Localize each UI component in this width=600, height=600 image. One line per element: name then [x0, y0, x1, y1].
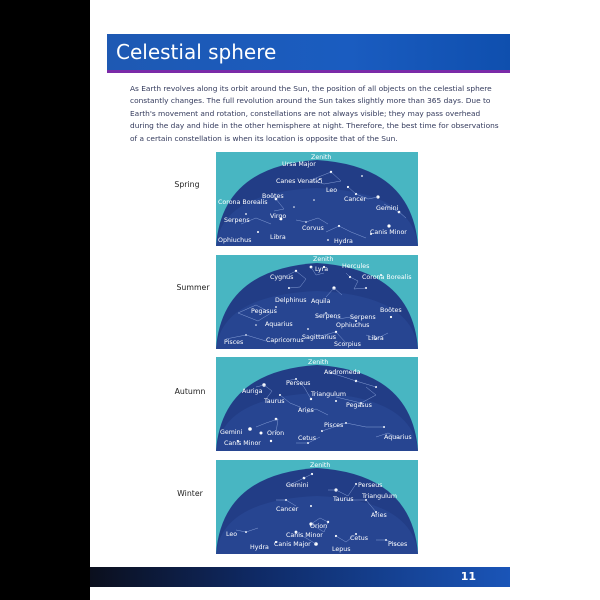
- map-label: Canis Minor: [370, 229, 407, 236]
- map-label: Hydra: [250, 544, 269, 551]
- sky-map-summer-svg: [216, 255, 418, 349]
- sky-map-winter-svg: [216, 460, 418, 554]
- map-label: Canis Minor: [224, 440, 261, 447]
- map-label: Cetus: [350, 535, 369, 542]
- map-label: Aries: [371, 512, 387, 519]
- map-label: Aquila: [311, 298, 331, 305]
- map-label: Leo: [226, 531, 238, 538]
- title-accent-line: [107, 70, 510, 73]
- season-label-autumn: Autumn: [174, 387, 206, 396]
- right-margin: [510, 0, 600, 600]
- map-label: Gemini: [220, 429, 243, 436]
- map-label: Canes Venatici: [276, 178, 323, 185]
- intro-paragraph: As Earth revolves along its orbit around the Sun, the position of all objects on the celestial sphere constantly changes. The full revolution around the Sun takes slightly more than 365 days. Due to Earth's movement and rotation, constellations are not always visible; they may pass overhead during the day and hide in the other hemisphere at night. Therefore, the best time for observations of a certain constellation is when its location is opposite that of the Sun.: [130, 84, 499, 143]
- map-label: Serpens: [315, 313, 341, 320]
- map-label: Aquarius: [384, 434, 412, 441]
- map-label: Zenith: [310, 462, 331, 469]
- map-label: Pisces: [224, 339, 244, 346]
- map-label: Ophiuchus: [336, 322, 370, 329]
- map-label: Zenith: [311, 154, 332, 161]
- map-label: Pegasus: [251, 308, 277, 315]
- sky-map-summer: [216, 255, 418, 349]
- map-label: Hydra: [334, 238, 353, 245]
- map-label: Ophiuchus: [218, 237, 252, 244]
- footer-bar: [90, 567, 510, 587]
- page-title: Celestial sphere: [116, 40, 277, 64]
- map-label: Andromeda: [324, 369, 361, 376]
- map-label: Triangulum: [311, 391, 346, 398]
- sky-map-spring: [216, 152, 418, 246]
- map-label: Canis Minor: [286, 532, 323, 539]
- map-label: Delphinus: [275, 297, 307, 304]
- season-label-summer: Summer: [176, 283, 210, 292]
- map-label: Taurus: [333, 496, 354, 503]
- sky-map-spring-svg: [216, 152, 418, 246]
- map-label: Cancer: [276, 506, 299, 513]
- map-label: Aquarius: [265, 321, 293, 328]
- map-label: Capricornus: [266, 337, 304, 344]
- map-label: Perseus: [286, 380, 311, 387]
- map-label: Pegasus: [346, 402, 372, 409]
- map-label: Serpens: [224, 217, 250, 224]
- map-label: Gemini: [376, 205, 399, 212]
- map-label: Perseus: [358, 482, 383, 489]
- map-label: Ursa Major: [282, 161, 316, 168]
- map-label: Orion: [267, 430, 285, 437]
- map-label: Boötes: [380, 307, 402, 314]
- map-label: Cetus: [298, 435, 317, 442]
- map-label: Virgo: [270, 213, 287, 220]
- season-label-spring: Spring: [174, 180, 200, 189]
- map-label: Cygnus: [270, 274, 294, 281]
- left-page-edge: [0, 0, 90, 600]
- map-label: Aries: [298, 407, 314, 414]
- map-label: Corona Borealis: [218, 199, 268, 206]
- map-label: Libra: [270, 234, 286, 241]
- map-label: Orion: [310, 523, 328, 530]
- season-label-winter: Winter: [177, 489, 203, 498]
- map-label: Pisces: [324, 422, 344, 429]
- map-label: Libra: [368, 335, 384, 342]
- map-label: Corvus: [302, 225, 324, 232]
- map-label: Lepus: [332, 546, 351, 553]
- map-label: Zenith: [308, 359, 329, 366]
- map-label: Taurus: [264, 398, 285, 405]
- map-label: Boötes: [262, 193, 284, 200]
- sky-map-autumn-svg: [216, 357, 418, 451]
- map-label: Lyra: [315, 266, 329, 273]
- sky-map-autumn: [216, 357, 418, 451]
- map-label: Canis Major: [274, 541, 311, 548]
- map-label: Sagittarius: [302, 334, 337, 341]
- map-label: Triangulum: [362, 493, 397, 500]
- map-label: Scorpius: [334, 341, 361, 348]
- map-label: Hercules: [342, 263, 370, 270]
- map-label: Zenith: [313, 256, 334, 263]
- map-label: Serpens: [350, 314, 376, 321]
- sky-map-winter: [216, 460, 418, 554]
- map-label: Gemini: [286, 482, 309, 489]
- map-label: Corona Borealis: [362, 274, 412, 281]
- page-number: 11: [460, 570, 476, 583]
- map-label: Leo: [326, 187, 338, 194]
- map-label: Auriga: [242, 388, 263, 395]
- map-label: Cancer: [344, 196, 367, 203]
- map-label: Pisces: [388, 541, 408, 548]
